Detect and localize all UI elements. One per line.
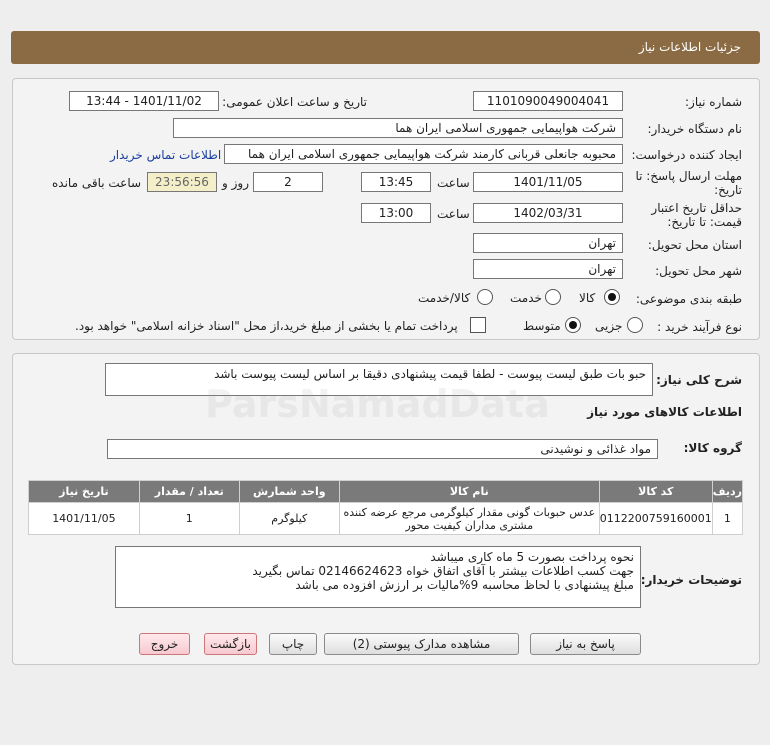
validity-date-field[interactable]: 1402/03/31: [473, 203, 623, 223]
buyer-org-field[interactable]: شرکت هواپیمایی جمهوری اسلامی ایران هما: [173, 118, 623, 138]
summary-label: شرح کلی نیاز:: [656, 373, 742, 387]
back-button[interactable]: بازگشت: [204, 633, 257, 655]
col-unit: واحد شمارش: [239, 481, 339, 503]
creator-label: ایجاد کننده درخواست:: [631, 148, 742, 162]
category-both-radio[interactable]: [477, 289, 493, 305]
goods-group-label: گروه کالا:: [683, 441, 742, 455]
category-goods-label: کالا: [579, 291, 596, 305]
process-label: نوع فرآیند خرید :: [657, 320, 742, 334]
treasury-payment-checkbox[interactable]: [470, 317, 486, 333]
announce-field[interactable]: 1401/11/02 - 13:44: [69, 91, 219, 111]
creator-field[interactable]: محبوبه جانعلی قربانی کارمند شرکت هواپیمایی جمهوری اسلامی ایران هما: [224, 144, 623, 164]
category-goods-radio[interactable]: [604, 289, 620, 305]
deadline-label-1: مهلت ارسال پاسخ: تا: [635, 169, 742, 183]
process-medium-label: متوسط: [523, 319, 561, 333]
process-minor-radio[interactable]: [627, 317, 643, 333]
category-service-label: خدمت: [510, 291, 542, 305]
col-row: ردیف: [712, 481, 742, 503]
cell-name-line1: عدس حبوبات گونی مقدار کیلوگرمی مرجع عرضه کننده: [343, 505, 596, 519]
print-button[interactable]: چاپ: [269, 633, 317, 655]
cell-unit: کیلوگرم: [239, 503, 339, 535]
contact-buyer-link[interactable]: اطلاعات تماس خریدار: [110, 148, 222, 162]
buyer-notes-field[interactable]: [115, 546, 641, 608]
deadline-label-2: تاریخ:: [714, 183, 742, 197]
page-title: جزئیات اطلاعات نیاز: [638, 40, 741, 54]
col-name: نام کالا: [339, 481, 599, 503]
col-qty: تعداد / مقدار: [139, 481, 239, 503]
process-minor-label: جزیی: [595, 319, 623, 333]
cell-code: 0112200759160001: [599, 503, 712, 535]
buyer-org-label: نام دستگاه خریدار:: [647, 122, 742, 136]
validity-time-field[interactable]: 13:00: [361, 203, 431, 223]
cell-name: [339, 503, 599, 535]
days-label: روز و: [222, 176, 249, 190]
city-label: شهر محل تحویل:: [655, 264, 742, 278]
category-both-label: کالا/خدمت: [418, 291, 471, 305]
cell-date: 1401/11/05: [29, 503, 140, 535]
province-field[interactable]: تهران: [473, 233, 623, 253]
goods-info-title: اطلاعات کالاهای مورد نیاز: [587, 405, 742, 419]
summary-field[interactable]: حبو بات طبق لیست پیوست - لطفا قیمت پیشنهادی دقیقا بر اساس لیست پیوست باشد: [105, 363, 653, 396]
cell-qty: 1: [139, 503, 239, 535]
buyer-note-line: مبلغ پیشنهادی با لحاظ محاسبه 9%مالیات بر ارزش افزوده می باشد: [295, 578, 634, 592]
need-number-field[interactable]: 1101090049004041: [473, 91, 623, 111]
deadline-date-field[interactable]: 1401/11/05: [473, 172, 623, 192]
col-date: تاریخ نیاز: [29, 481, 140, 503]
goods-group-field[interactable]: مواد غذائی و نوشیدنی: [107, 439, 658, 459]
category-label: طبقه بندی موضوعی:: [635, 292, 742, 306]
col-code: کد کالا: [599, 481, 712, 503]
cell-name-line2: مشتری مداران کیفیت محور: [405, 518, 534, 532]
category-service-radio[interactable]: [545, 289, 561, 305]
days-field[interactable]: 2: [253, 172, 323, 192]
buyer-note-line: جهت کسب اطلاعات بیشتر با آقای اتفاق خواه 02146624623 تماس بگیرید: [252, 564, 634, 578]
buyer-notes-label: توضیحات خریدار:: [640, 573, 742, 587]
exit-button[interactable]: خروج: [139, 633, 190, 655]
validity-time-label: ساعت: [437, 207, 470, 221]
validity-label-2: قیمت: تا تاریخ:: [667, 215, 742, 229]
table-row[interactable]: [29, 503, 743, 535]
buyer-note-line: نحوه پرداخت بصورت 5 ماه کاری میباشد: [430, 550, 634, 564]
page-header: [11, 31, 760, 64]
city-field[interactable]: تهران: [473, 259, 623, 279]
deadline-time-label: ساعت: [437, 176, 470, 190]
process-medium-radio[interactable]: [565, 317, 581, 333]
need-number-label: شماره نیاز:: [685, 95, 742, 109]
view-attachments-button[interactable]: مشاهده مدارک پیوستی (2): [324, 633, 519, 655]
province-label: استان محل تحویل:: [647, 238, 742, 252]
reply-button[interactable]: پاسخ به نیاز: [530, 633, 641, 655]
deadline-time-field[interactable]: 13:45: [361, 172, 431, 192]
remaining-label: ساعت باقی مانده: [52, 176, 142, 190]
goods-table: [28, 480, 743, 535]
cell-row: 1: [712, 503, 742, 535]
validity-label-1: حداقل تاریخ اعتبار: [651, 201, 742, 215]
remaining-time-field: 23:56:56: [147, 172, 217, 192]
announce-label: تاریخ و ساعت اعلان عمومی:: [222, 95, 367, 109]
treasury-payment-note: پرداخت تمام یا بخشی از مبلغ خرید،از محل "اسناد خزانه اسلامی" خواهد بود.: [75, 319, 458, 333]
